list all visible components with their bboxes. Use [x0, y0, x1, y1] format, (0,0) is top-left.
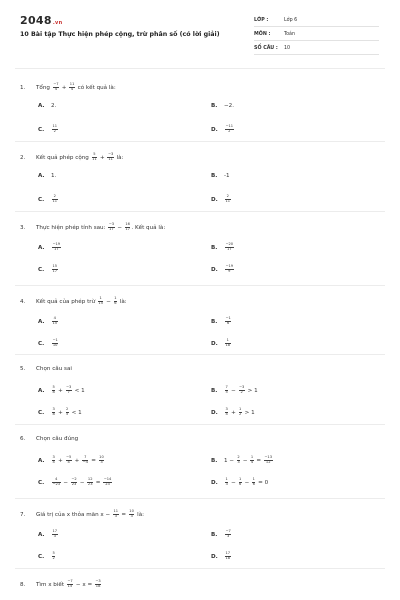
- question-number: 1.: [20, 84, 26, 91]
- answer-option[interactable]: [211, 125, 235, 134]
- fraction: $\frac{1}{15}$: [98, 296, 103, 305]
- option-value: [224, 338, 232, 347]
- answer-option[interactable]: [211, 265, 235, 274]
- question-number: 7.: [20, 511, 26, 518]
- fraction: $\frac{3}{8}$: [52, 407, 55, 416]
- option-value: [224, 316, 232, 325]
- question-text: [20, 153, 123, 162]
- question-divider: [15, 285, 385, 286]
- answer-option[interactable]: [38, 408, 82, 417]
- option-value: [224, 124, 235, 133]
- fraction: $\frac{3}{4}$: [52, 455, 55, 464]
- meta-subject-value: Toán: [284, 32, 296, 37]
- meta-subject: [254, 32, 379, 37]
- question-number: 6.: [20, 436, 26, 442]
- option-label: D.: [211, 266, 218, 273]
- option-label: C.: [38, 196, 45, 203]
- fraction: $\frac{7}{5}$: [225, 385, 228, 394]
- option-label: C.: [38, 479, 45, 486]
- meta-count-value: 10: [284, 46, 291, 51]
- fraction: $\frac{5}{11}$: [92, 152, 97, 161]
- question-text: [20, 510, 144, 519]
- question-text: [20, 436, 78, 442]
- option-value: [51, 551, 56, 560]
- fraction: $\frac{2}{3}$: [237, 455, 240, 464]
- option-label: C.: [38, 409, 45, 416]
- option-value: 2.: [51, 103, 57, 109]
- question-divider: [15, 211, 385, 212]
- fraction: $\frac{15}{17}$: [52, 264, 58, 273]
- option-label: A.: [38, 531, 45, 538]
- meta-class-value: Lớp 6: [284, 18, 298, 23]
- answer-option[interactable]: [211, 408, 255, 417]
- logo[interactable]: [20, 14, 62, 27]
- option-label: A.: [38, 457, 45, 464]
- answer-option[interactable]: [38, 478, 113, 487]
- question-body: Giá trị của x thỏa mãn x − $\frac{11}{3}$ = $\frac{10}{3}$ là:: [36, 509, 145, 518]
- answer-option[interactable]: [38, 552, 56, 561]
- fraction: $\frac{-14}{23}$: [103, 477, 112, 486]
- option-label: B.: [211, 173, 218, 179]
- fraction: $\frac{-7}{15}$: [67, 579, 73, 588]
- option-value: [51, 316, 59, 325]
- divider: [254, 26, 379, 27]
- fraction: $\frac{5}{2}$: [52, 551, 55, 560]
- question-number: 2.: [20, 154, 26, 161]
- fraction: $\frac{2}{11}$: [52, 194, 58, 203]
- fraction: $\frac{-13}{12}$: [264, 455, 272, 464]
- option-value: 1 − $\frac{2}{3}$ − $\frac{1}{4}$ = $\frac{-13}{12}$: [224, 455, 272, 464]
- fraction: $\frac{-3}{2}$: [239, 385, 245, 394]
- option-label: B.: [211, 103, 218, 109]
- question-divider: [15, 354, 385, 355]
- fraction: $\frac{-3}{17}$: [108, 222, 115, 231]
- option-label: A.: [38, 244, 45, 251]
- question-number: 8.: [20, 581, 26, 588]
- fraction: $\frac{1}{18}$: [225, 338, 231, 347]
- option-label: C.: [38, 266, 45, 273]
- fraction: $\frac{-19}{17}$: [52, 242, 61, 251]
- answer-option[interactable]: [38, 265, 59, 274]
- question-body: Thực hiện phép tính sau: $\frac{-3}{17}$ − $\frac{16}{17}$ . Kết quả là:: [36, 222, 166, 231]
- option-value: [51, 264, 59, 273]
- option-label: B.: [211, 387, 218, 394]
- answer-option[interactable]: [211, 530, 232, 539]
- divider: [254, 40, 379, 41]
- answer-option[interactable]: [211, 478, 268, 487]
- option-value: $\frac{5}{8}$ + $\frac{-3}{7}$ < 1: [52, 385, 85, 394]
- fraction: $\frac{1}{4}$: [250, 455, 254, 464]
- question-number: 3.: [20, 224, 26, 231]
- answer-option[interactable]: [211, 317, 232, 326]
- answer-option[interactable]: [38, 243, 62, 252]
- option-label: D.: [211, 340, 218, 347]
- fraction: $\frac{1}{6}$: [114, 296, 117, 305]
- question-divider: [15, 498, 385, 499]
- option-value: [51, 194, 59, 203]
- question-body: Tìm x biết $\frac{-7}{15}$ − x = $\frac{-3}{18}$: [36, 579, 101, 588]
- fraction: $\frac{16}{17}$: [125, 222, 130, 231]
- fraction: $\frac{3}{4}$: [225, 407, 228, 416]
- fraction: $\frac{1}{3}$: [225, 477, 228, 486]
- fraction: $\frac{17}{3}$: [52, 529, 58, 538]
- question-body: Chọn câu sai: [36, 366, 72, 372]
- answer-option[interactable]: [211, 195, 232, 204]
- fraction: $\frac{11}{4}$: [69, 82, 75, 91]
- question-text: [20, 580, 102, 589]
- option-value: [224, 551, 232, 560]
- option-value: [224, 242, 235, 251]
- question-text: [20, 366, 72, 372]
- answer-option[interactable]: [38, 195, 59, 204]
- option-label: D.: [211, 196, 218, 203]
- fraction: $\frac{-3}{7}$: [66, 385, 72, 394]
- fraction: $\frac{1}{2}$: [239, 407, 242, 416]
- header-divider: [15, 68, 385, 69]
- fraction: $\frac{4}{15}$: [52, 316, 58, 325]
- answer-option[interactable]: [211, 552, 232, 561]
- option-value: $\frac{1}{3}$ − $\frac{1}{6}$ − $\frac{1}{6}$ = 0: [225, 477, 269, 486]
- question-text: [20, 83, 116, 92]
- option-label: B.: [211, 244, 218, 251]
- question-number: 4.: [20, 298, 26, 305]
- option-label: B.: [211, 318, 218, 325]
- question-body: Kết quả của phép trừ $\frac{1}{15}$ − $\frac{1}{6}$ là:: [36, 296, 127, 305]
- option-value: -1: [224, 173, 230, 179]
- answer-option[interactable]: [211, 456, 274, 465]
- fraction: $\frac{11}{2}$: [52, 124, 58, 133]
- fraction: $\frac{11}{3}$: [113, 509, 119, 518]
- fraction: $\frac{-1}{6}$: [225, 316, 231, 325]
- fraction: $\frac{10}{3}$: [129, 509, 134, 518]
- fraction: $\frac{-19}{9}$: [225, 264, 234, 273]
- question-number: 5.: [20, 366, 26, 372]
- option-value: $\frac{7}{5}$ − $\frac{-3}{2}$ > 1: [225, 385, 258, 394]
- answer-option[interactable]: [211, 173, 230, 179]
- option-label: A.: [38, 103, 45, 109]
- option-value: $\frac{4}{-23}$ − $\frac{-2}{23}$ − $\frac{12}{23}$ = $\frac{-14}{23}$: [52, 477, 112, 486]
- fraction: $\frac{-1}{10}$: [52, 338, 58, 347]
- option-value: −2.: [224, 103, 235, 109]
- option-label: C.: [38, 340, 45, 347]
- fraction: $\frac{17}{18}$: [225, 551, 231, 560]
- question-body: Tổng $\frac{-7}{4}$ + $\frac{11}{4}$ có kết quả là:: [36, 82, 116, 91]
- question-text: [20, 223, 165, 232]
- option-value: $\frac{3}{4}$ + $\frac{1}{2}$ > 1: [225, 407, 255, 416]
- meta-subject-key: MÔN :: [254, 32, 271, 37]
- fraction: $\frac{10}{3}$: [99, 455, 104, 464]
- logo-suffix: .vn: [52, 20, 63, 26]
- page-title: 10 Bài tập Thực hiện phép cộng, trừ phân số (có lời giải): [20, 31, 220, 38]
- option-value: [51, 529, 59, 538]
- fraction: $\frac{4}{-23}$: [52, 477, 61, 486]
- answer-option[interactable]: [38, 456, 105, 465]
- option-label: D.: [211, 479, 218, 486]
- answer-option[interactable]: [38, 386, 85, 395]
- option-label: A.: [38, 173, 45, 179]
- option-value: [224, 529, 232, 538]
- page-header: [0, 0, 400, 64]
- option-label: A.: [38, 387, 45, 394]
- option-value: [224, 194, 232, 203]
- fraction: $\frac{5}{8}$: [52, 385, 55, 394]
- fraction: $\frac{-5}{4}$: [66, 455, 72, 464]
- answer-option[interactable]: [38, 125, 59, 134]
- fraction: $\frac{-11}{2}$: [225, 124, 234, 133]
- meta-class-key: LỚP :: [254, 18, 269, 23]
- question-text: [20, 297, 127, 306]
- option-label: C.: [38, 553, 45, 560]
- option-label: D.: [211, 553, 218, 560]
- fraction: $\frac{-3}{18}$: [95, 579, 101, 588]
- option-label: D.: [211, 409, 218, 416]
- meta-count-key: SỐ CÂU :: [254, 46, 278, 51]
- option-value: [224, 264, 235, 273]
- fraction: $\frac{2}{5}$: [66, 407, 69, 416]
- option-value: $\frac{3}{4}$ + $\frac{-5}{4}$ + $\frac{7}{-4}$ = $\frac{10}{3}$: [52, 455, 104, 464]
- fraction: $\frac{2}{11}$: [225, 194, 231, 203]
- answer-option[interactable]: [211, 243, 235, 252]
- fraction: $\frac{12}{23}$: [87, 477, 93, 486]
- answer-option[interactable]: [38, 317, 59, 326]
- answer-option[interactable]: [38, 173, 56, 179]
- meta-count: [254, 46, 379, 51]
- option-label: B.: [211, 457, 218, 464]
- answer-option[interactable]: [211, 103, 234, 109]
- fraction: $\frac{-3}{11}$: [107, 152, 114, 161]
- answer-option[interactable]: [38, 339, 59, 348]
- answer-option[interactable]: [38, 103, 56, 109]
- option-label: B.: [211, 531, 218, 538]
- meta-class: [254, 18, 379, 23]
- fraction: $\frac{-2}{23}$: [71, 477, 77, 486]
- question-divider: [15, 424, 385, 425]
- option-value: 1.: [51, 173, 57, 179]
- question-divider: [15, 568, 385, 569]
- logo-text: 2048: [20, 14, 52, 27]
- fraction: $\frac{-7}{3}$: [225, 529, 231, 538]
- question-body: Kết quả phép cộng $\frac{5}{11}$ + $\frac{-3}{11}$ là:: [36, 152, 124, 161]
- answer-option[interactable]: [211, 339, 232, 348]
- option-value: [51, 338, 59, 347]
- fraction: $\frac{-20}{17}$: [225, 242, 234, 251]
- answer-option[interactable]: [211, 386, 258, 395]
- option-label: C.: [38, 126, 45, 133]
- option-value: $\frac{3}{8}$ + $\frac{2}{5}$ < 1: [52, 407, 82, 416]
- option-value: [51, 242, 62, 251]
- question-divider: [15, 141, 385, 142]
- fraction: $\frac{1}{6}$: [239, 477, 242, 486]
- option-label: D.: [211, 126, 218, 133]
- fraction: $\frac{1}{6}$: [252, 477, 255, 486]
- option-label: A.: [38, 318, 45, 325]
- option-value: [51, 124, 59, 133]
- answer-option[interactable]: [38, 530, 59, 539]
- fraction: $\frac{-7}{4}$: [53, 82, 59, 91]
- divider: [254, 54, 379, 55]
- question-body: Chọn câu đúng: [36, 436, 79, 442]
- fraction: $\frac{7}{-4}$: [82, 455, 88, 464]
